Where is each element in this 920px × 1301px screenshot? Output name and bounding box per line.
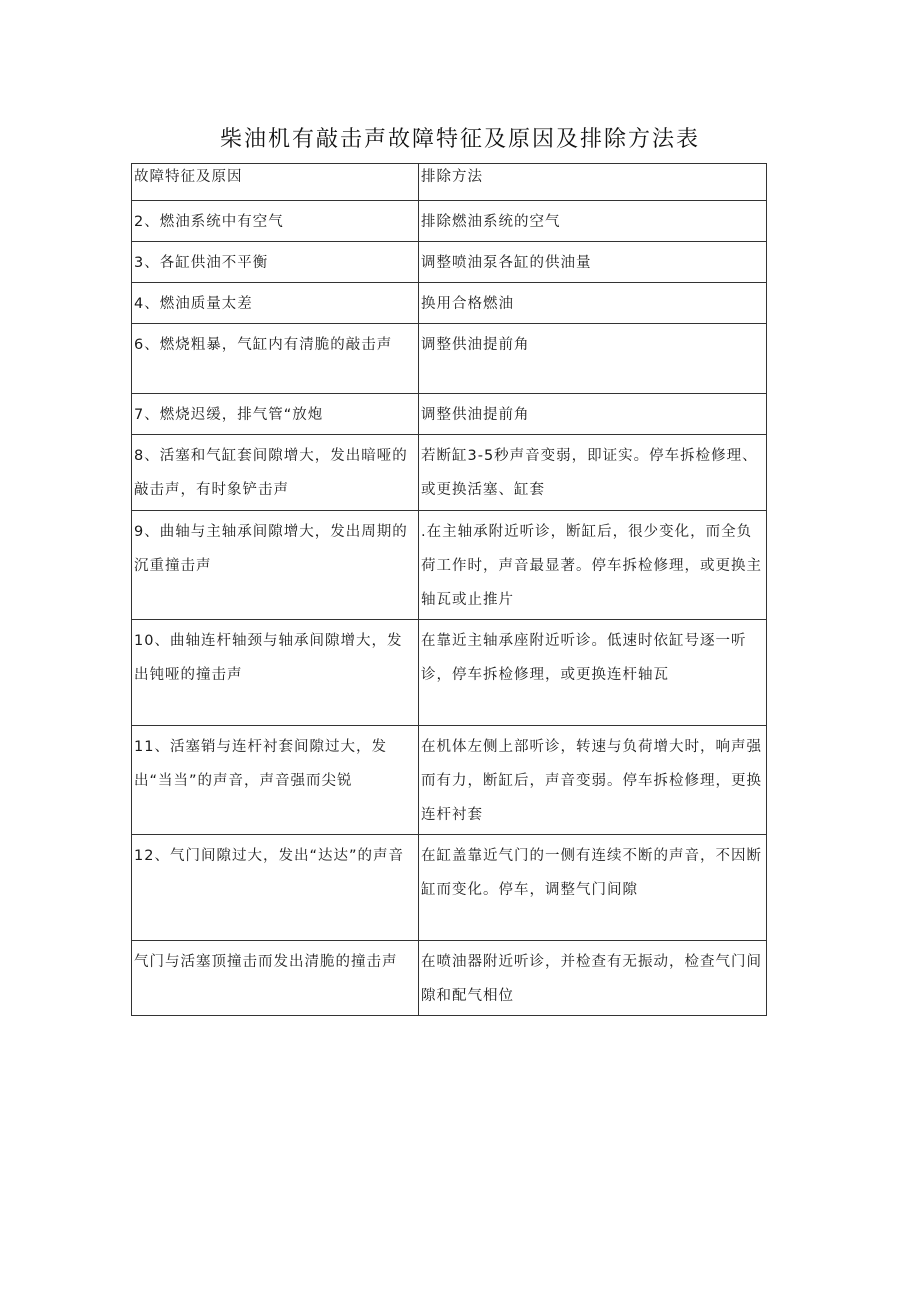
cause-cell (132, 324, 419, 394)
remedy-cell (419, 324, 767, 394)
table-row (132, 620, 767, 726)
cause-text: 气门与活塞顶撞击而发出清脆的撞击声 (134, 954, 398, 970)
remedy-text: 换用合格燃油 (421, 296, 514, 312)
table-row (132, 201, 767, 242)
header-remedy: 排除方法 (419, 164, 767, 201)
remedy-cell (419, 511, 767, 620)
remedy-cell (419, 201, 767, 242)
table-row (132, 941, 767, 1016)
table-row (132, 394, 767, 435)
table-row (132, 726, 767, 835)
cause-cell (132, 620, 419, 726)
remedy-text: 调整喷油泵各缸的供油量 (421, 255, 592, 271)
cause-text: 10、曲轴连杆轴颈与轴承间隙增大，发出钝哑的撞击声 (134, 633, 403, 683)
remedy-text: 若断缸3-5秒声音变弱，即证实。停车拆检修理、或更换活塞、缸套 (421, 448, 758, 498)
remedy-text: 调整供油提前角 (421, 407, 530, 423)
cause-cell (132, 511, 419, 620)
table-row (132, 835, 767, 941)
remedy-text: 在机体左侧上部听诊，转速与负荷增大时，响声强而有力，断缸后，声音变弱。停车拆检修理，更换连杆衬套 (421, 739, 762, 823)
cause-text: 2、燃油系统中有空气 (134, 214, 284, 230)
cause-text: 4、燃油质量太差 (134, 296, 253, 312)
cause-cell (132, 435, 419, 511)
table-row (132, 324, 767, 394)
fault-table (131, 163, 767, 1016)
cause-text: 11、活塞销与连杆衬套间隙过大，发出“当当”的声音，声音强而尖锐 (134, 739, 387, 789)
remedy-text: .在主轴承附近听诊，断缸后，很少变化，而全负荷工作时，声音最显著。停车拆检修理，或更换主轴瓦或止推片 (421, 524, 762, 608)
remedy-cell (419, 394, 767, 435)
cause-cell (132, 835, 419, 941)
cause-cell (132, 394, 419, 435)
remedy-cell (419, 941, 767, 1016)
remedy-cell (419, 283, 767, 324)
remedy-text: 在喷油器附近听诊，并检查有无振动，检查气门间隙和配气相位 (421, 954, 762, 1004)
remedy-text: 在缸盖靠近气门的一侧有连续不断的声音，不因断缸而变化。停车，调整气门间隙 (421, 848, 762, 898)
header-cause: 故障特征及原因 (132, 164, 419, 201)
remedy-cell (419, 620, 767, 726)
remedy-cell (419, 726, 767, 835)
table-row (132, 283, 767, 324)
remedy-text: 调整供油提前角 (421, 337, 530, 353)
cause-cell (132, 201, 419, 242)
cause-text: 12、气门间隙过大，发出“达达”的声音 (134, 848, 404, 864)
cause-cell (132, 941, 419, 1016)
remedy-text: 在靠近主轴承座附近听诊。低速时依缸号逐一听诊，停车拆检修理，或更换连杆轴瓦 (421, 633, 747, 683)
table-header-row (132, 164, 767, 201)
cause-text: 7、燃烧迟缓，排气管“放炮 (134, 407, 324, 423)
document-title: 柴油机有敲击声故障特征及原因及排除方法表 (219, 127, 700, 152)
cause-text: 3、各缸供油不平衡 (134, 255, 269, 271)
cause-text: 9、曲轴与主轴承间隙增大，发出周期的沉重撞击声 (134, 524, 408, 574)
table-row (132, 511, 767, 620)
table-row (132, 435, 767, 511)
cause-text: 6、燃烧粗暴，气缸内有清脆的敲击声 (134, 337, 393, 353)
table-row (132, 242, 767, 283)
remedy-cell (419, 242, 767, 283)
cause-cell (132, 242, 419, 283)
remedy-cell (419, 435, 767, 511)
cause-text: 8、活塞和气缸套间隙增大，发出暗哑的敲击声，有时象铲击声 (134, 448, 408, 498)
remedy-cell (419, 835, 767, 941)
cause-cell (132, 726, 419, 835)
cause-cell (132, 283, 419, 324)
remedy-text: 排除燃油系统的空气 (421, 214, 561, 230)
